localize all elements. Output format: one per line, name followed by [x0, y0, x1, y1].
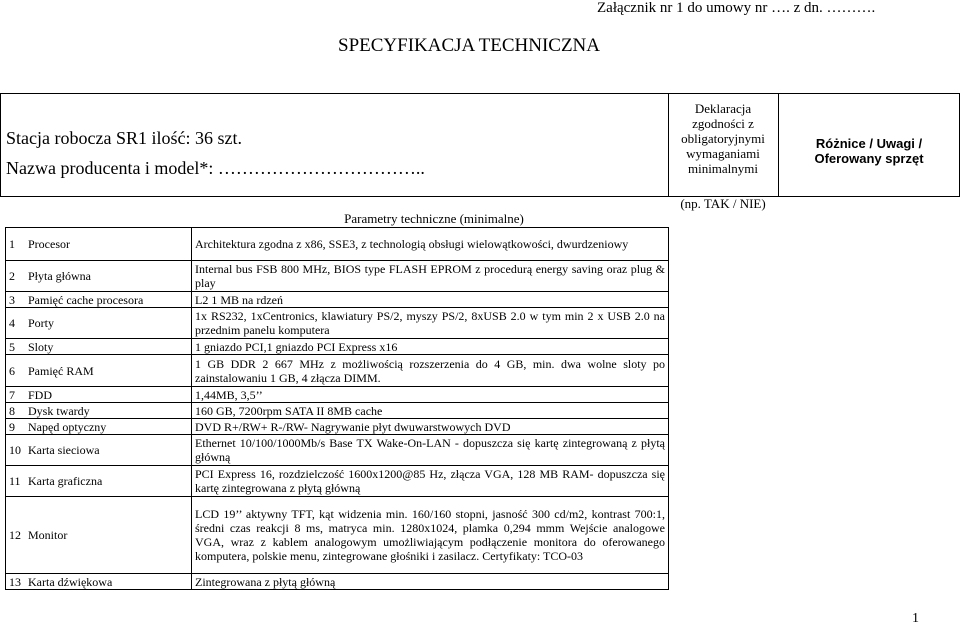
table-row — [6, 339, 669, 355]
row-number: 8 — [6, 403, 26, 419]
workstation-title: Stacja robocza SR1 ilość: 36 szt. — [6, 128, 242, 148]
page-number: 1 — [912, 611, 919, 626]
table-row — [6, 308, 669, 339]
row-number: 5 — [6, 339, 26, 355]
component-requirements: Internal bus FSB 800 MHz, BIOS type FLASH EPROM z procedurą energy saving oraz plug & play — [192, 261, 669, 292]
table-row — [6, 435, 669, 466]
component-name: FDD — [25, 387, 192, 403]
params-heading: Parametry techniczne (minimalne) — [344, 211, 524, 226]
component-requirements: PCI Express 16, rozdzielczość 1600x1200@85 Hz, złącza VGA, 128 MB RAM- dopuszcza się kartę zintegrowana z płytą główną — [192, 466, 669, 497]
component-requirements: LCD 19’’ aktywny TFT, kąt widzenia min. 160/160 stopni, jasność 300 cd/m2, kontrast 700:1, średni czas reakcji 8 ms, matryca min. 1280x1024, plamka 0,294 mmm Wejście analogowe VGA, wraz z kablem analogowym umożliwiającym podłączenie monitora do oferowanego komputera, polskie menu, zintegrowane głośniki i zasilacz. Certyfikaty: TCO-03 — [192, 497, 669, 574]
component-name: Karta sieciowa — [25, 435, 192, 466]
row-number: 9 — [6, 419, 26, 435]
component-requirements: Zintegrowana z płytą główną — [192, 574, 669, 590]
attachment-reference: Załącznik nr 1 do umowy nr …. z dn. ………. — [597, 0, 876, 16]
row-number: 11 — [6, 466, 26, 497]
table-row — [6, 292, 669, 308]
component-name: Napęd optyczny — [25, 419, 192, 435]
row-number: 4 — [6, 308, 26, 339]
component-requirements: 1x RS232, 1xCentronics, klawiatury PS/2, myszy PS/2, 8xUSB 2.0 w tym min 2 x USB 2.0 na przednim panelu komputera — [192, 308, 669, 339]
row-number: 7 — [6, 387, 26, 403]
component-name: Płyta główna — [25, 261, 192, 292]
component-name: Dysk twardy — [25, 403, 192, 419]
page-title: SPECYFIKACJA TECHNICZNA — [338, 35, 600, 56]
table-row — [6, 497, 669, 574]
row-number: 6 — [6, 355, 26, 387]
table-row — [6, 419, 669, 435]
component-name: Sloty — [25, 339, 192, 355]
producer-model-field: Nazwa producenta i model*: …………………………….. — [6, 158, 425, 178]
component-name: Pamięć cache procesora — [25, 292, 192, 308]
row-number: 10 — [6, 435, 26, 466]
row-number: 12 — [6, 497, 26, 574]
row-number: 1 — [6, 228, 26, 261]
component-name: Porty — [25, 308, 192, 339]
component-requirements: Ethernet 10/100/1000Mb/s Base TX Wake-On-LAN - dopuszcza się kartę zintegrowaną z płytą główną — [192, 435, 669, 466]
component-requirements: DVD R+/RW+ R-/RW- Nagrywanie płyt dwuwarstwowych DVD — [192, 419, 669, 435]
parameters-table — [5, 227, 669, 590]
tak-nie-note: (np. TAK / NIE) — [680, 196, 766, 211]
table-row — [6, 387, 669, 403]
component-name: Procesor — [25, 228, 192, 261]
table-row — [6, 466, 669, 497]
table-row — [6, 355, 669, 387]
component-requirements: Architektura zgodna z x86, SSE3, z technologią obsługi wielowątkowości, dwurdzeniowy — [192, 228, 669, 261]
row-number: 2 — [6, 261, 26, 292]
component-name: Karta graficzna — [25, 466, 192, 497]
differences-header: Różnice / Uwagi / Oferowany sprzęt — [814, 136, 924, 166]
table-row — [6, 228, 669, 261]
table-row — [6, 261, 669, 292]
component-name: Monitor — [25, 497, 192, 574]
table-row — [6, 403, 669, 419]
row-number: 13 — [6, 574, 26, 590]
component-name: Pamięć RAM — [25, 355, 192, 387]
component-requirements: 1 gniazdo PCI,1 gniazdo PCI Express x16 — [192, 339, 669, 355]
component-requirements: L2 1 MB na rdzeń — [192, 292, 669, 308]
table-row — [6, 574, 669, 590]
component-requirements: 1,44MB, 3,5’’ — [192, 387, 669, 403]
row-number: 3 — [6, 292, 26, 308]
component-requirements: 1 GB DDR 2 667 MHz z możliwością rozszerzenia do 4 GB, min. dwa wolne sloty po zainstalowaniu 1 GB, 4 złącza DIMM. — [192, 355, 669, 387]
component-name: Karta dźwiękowa — [25, 574, 192, 590]
declaration-header: Deklaracja zgodności z obligatoryjnymi wymaganiami minimalnymi — [681, 101, 765, 176]
component-requirements: 160 GB, 7200rpm SATA II 8MB cache — [192, 403, 669, 419]
